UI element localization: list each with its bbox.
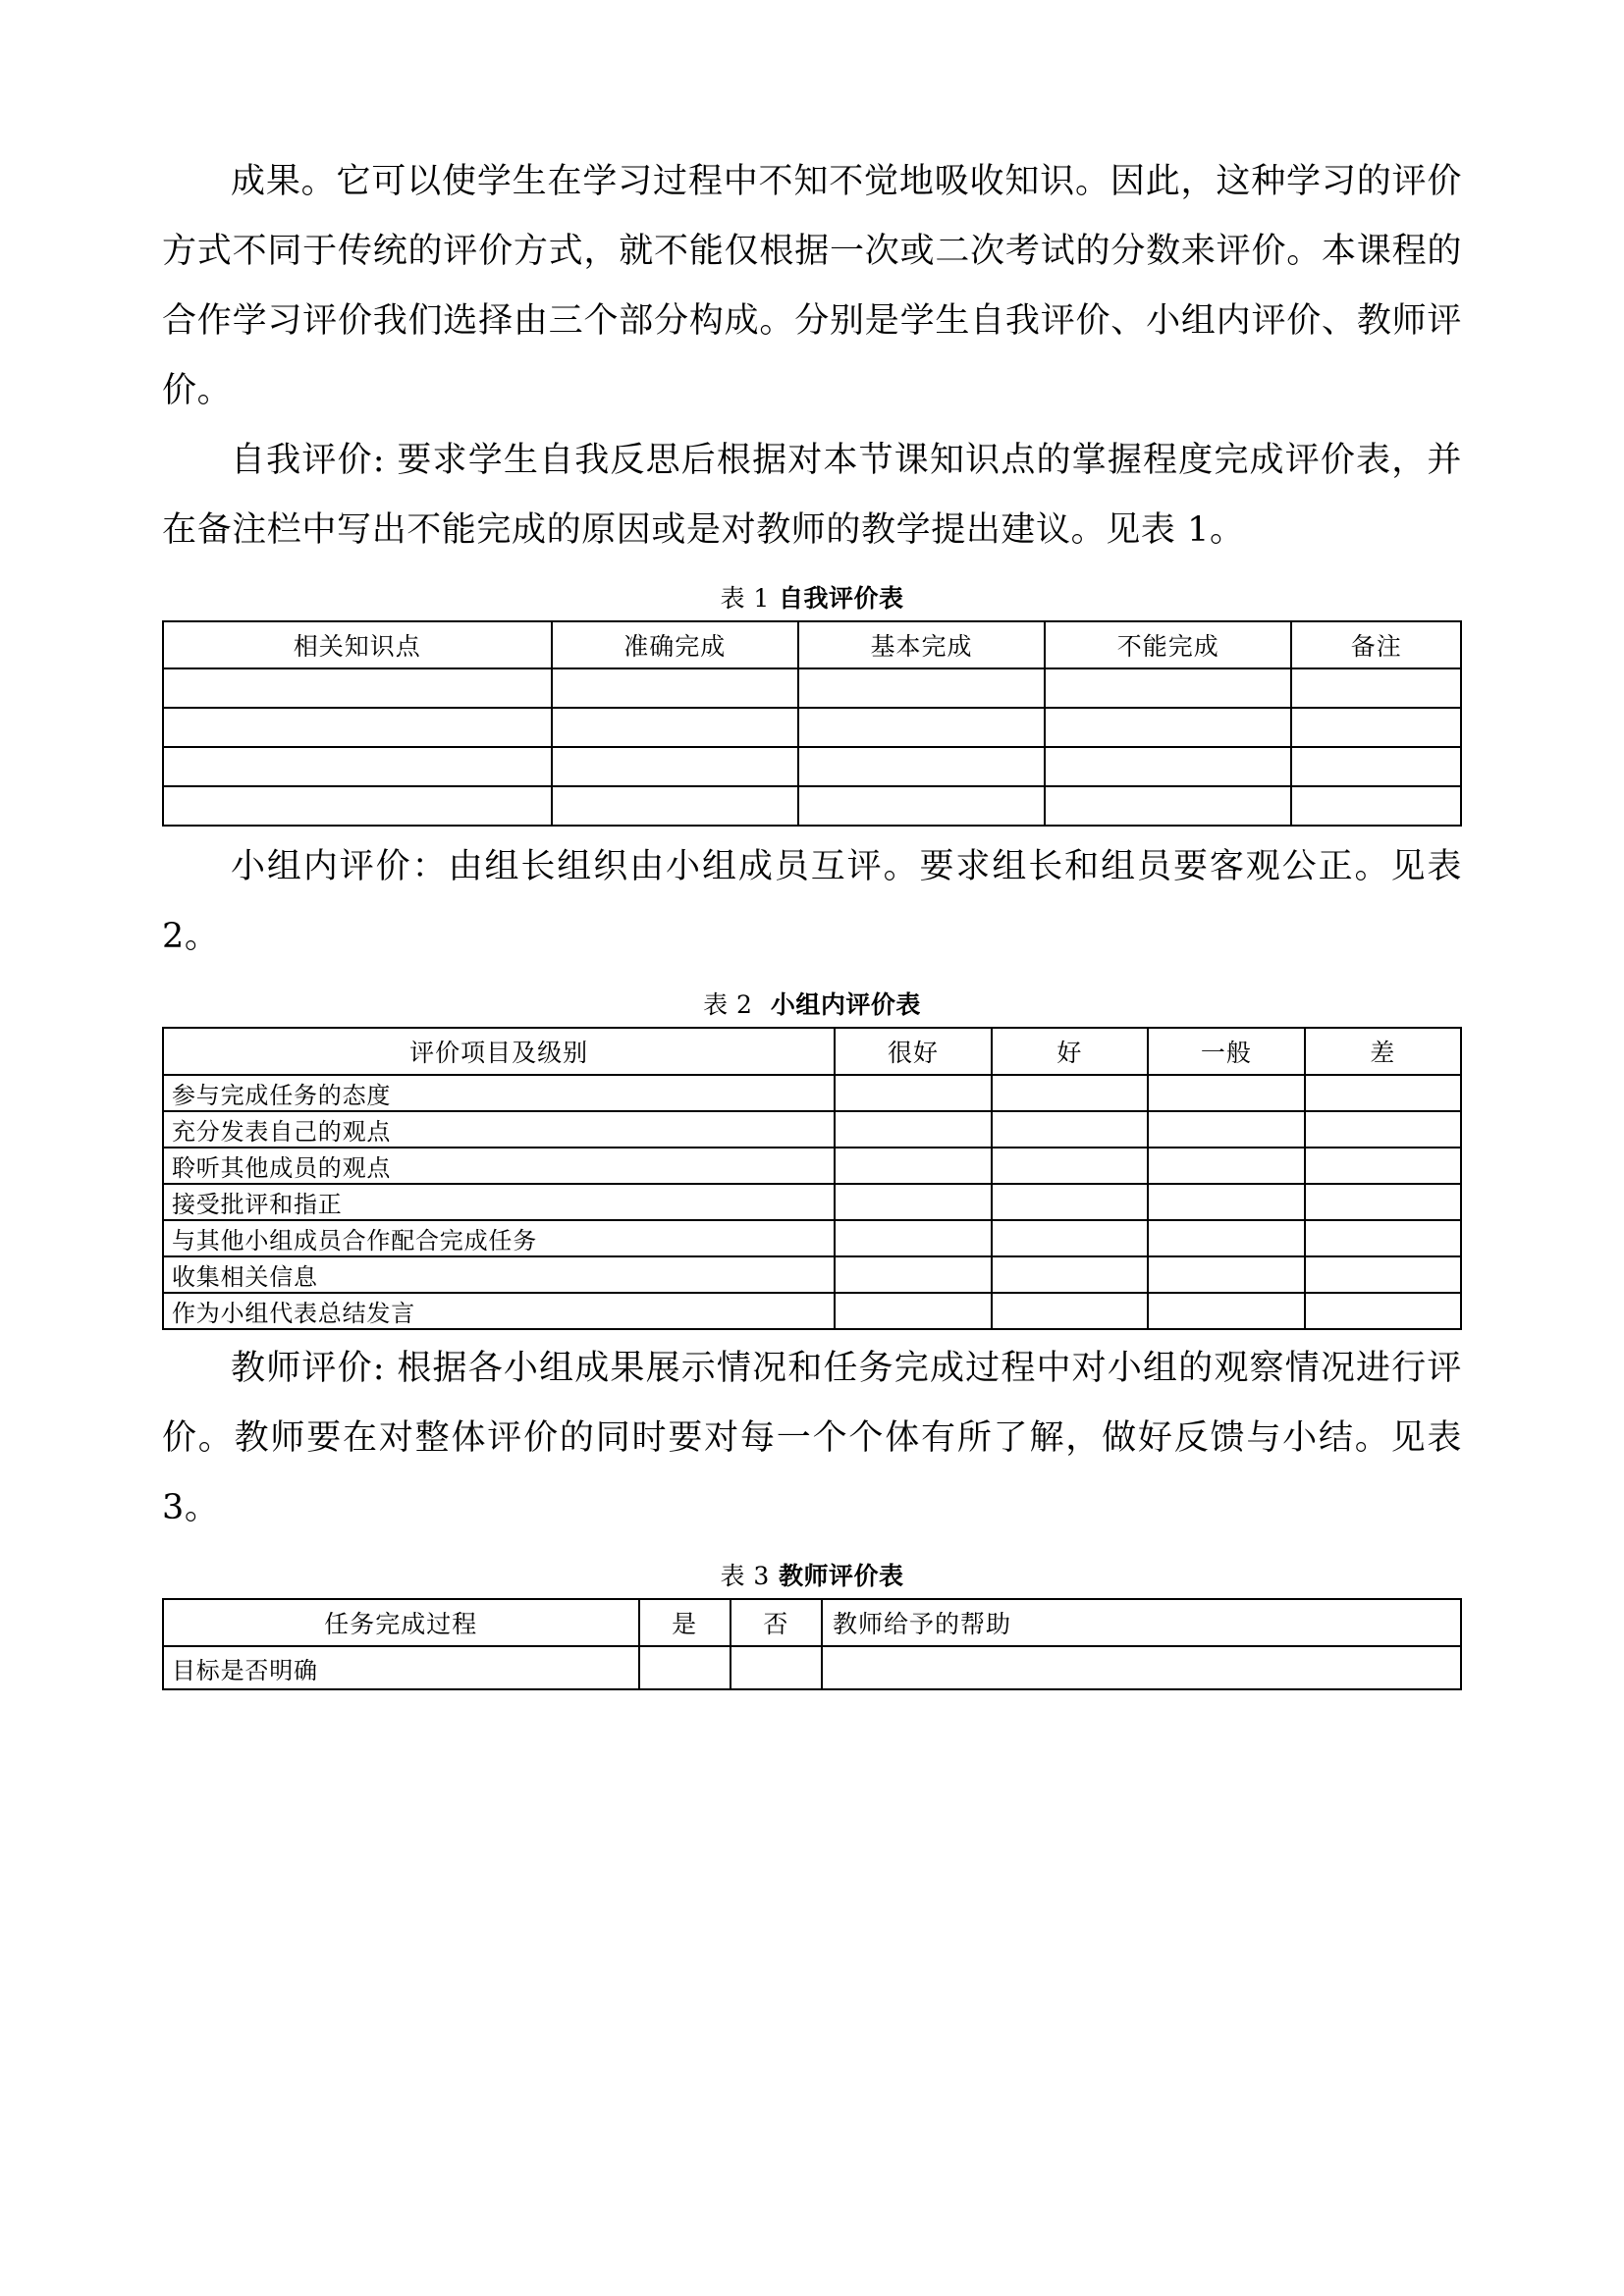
table-1-cell[interactable] <box>163 786 552 826</box>
table-2-cell[interactable] <box>835 1184 991 1220</box>
paragraph-group-evaluation: 小组内评价：由组长组织由小组成员互评。要求组长和组员要客观公正。见表 2。 <box>162 847 1462 956</box>
table-2-header-item: 评价项目及级别 <box>163 1028 835 1075</box>
table-2-cell[interactable] <box>835 1148 991 1184</box>
table-3-header-yes: 是 <box>639 1599 731 1646</box>
table-3-caption <box>162 1557 1462 1592</box>
table-2-cell[interactable] <box>1305 1293 1461 1329</box>
table-2-row-label: 收集相关信息 <box>163 1256 835 1293</box>
table-2-cell[interactable] <box>1148 1220 1304 1256</box>
table-row <box>163 1293 1461 1329</box>
table-3-header-teacher-help: 教师给予的帮助 <box>822 1599 1461 1646</box>
table-2-header-poor: 差 <box>1305 1028 1461 1075</box>
table-1-cell[interactable] <box>163 668 552 708</box>
table-3-row-label: 目标是否明确 <box>163 1646 639 1689</box>
table-row <box>163 1184 1461 1220</box>
table-2-cell[interactable] <box>835 1111 991 1148</box>
table-3-header-process: 任务完成过程 <box>163 1599 639 1646</box>
table-row <box>163 1148 1461 1184</box>
table-1-cell[interactable] <box>1045 747 1291 786</box>
table-2-cell[interactable] <box>992 1293 1148 1329</box>
table-1-cell[interactable] <box>163 708 552 747</box>
table-3-teacher-evaluation <box>162 1598 1462 1690</box>
table-1-cell[interactable] <box>552 747 798 786</box>
table-1-cell[interactable] <box>163 747 552 786</box>
table-2-cell[interactable] <box>1305 1220 1461 1256</box>
table-1-cell[interactable] <box>1291 786 1461 826</box>
table-2-cell[interactable] <box>1148 1075 1304 1111</box>
table-2-caption <box>162 986 1462 1021</box>
table-row <box>163 1646 1461 1689</box>
table-2-cell[interactable] <box>1148 1293 1304 1329</box>
paragraph-intro: 成果。它可以使学生在学习过程中不知不觉地吸收知识。因此，这种学习的评价方式不同于传统的评价方式，就不能仅根据一次或二次考试的分数来评价。本课程的合作学习评价我们选择由三个部分构成。分别是学生自我评价、小组内评价、教师评价。 <box>162 162 1462 410</box>
table-3-cell[interactable] <box>639 1646 731 1689</box>
table-1-cell[interactable] <box>798 747 1045 786</box>
table-2-cell[interactable] <box>1305 1111 1461 1148</box>
table-2-header-very-good: 很好 <box>835 1028 991 1075</box>
table-3-header-no: 否 <box>731 1599 822 1646</box>
table-1-header-accurate: 准确完成 <box>552 621 798 668</box>
table-1-cell[interactable] <box>1291 747 1461 786</box>
table-row <box>163 1111 1461 1148</box>
table-2-header-average: 一般 <box>1148 1028 1304 1075</box>
table-row <box>163 786 1461 826</box>
table-2-caption-number: 表 2 <box>703 990 753 1019</box>
table-2-cell[interactable] <box>1148 1111 1304 1148</box>
table-1-cell[interactable] <box>798 668 1045 708</box>
table-row-header <box>163 1599 1461 1646</box>
table-row <box>163 747 1461 786</box>
table-1-cell[interactable] <box>552 786 798 826</box>
table-2-row-label: 接受批评和指正 <box>163 1184 835 1220</box>
table-2-group-evaluation <box>162 1027 1462 1330</box>
table-1-self-evaluation <box>162 620 1462 827</box>
table-1-cell[interactable] <box>798 708 1045 747</box>
table-1-caption-title: 自我评价表 <box>779 584 904 613</box>
table-row <box>163 708 1461 747</box>
table-2-cell[interactable] <box>1305 1256 1461 1293</box>
table-2-row-label: 充分发表自己的观点 <box>163 1111 835 1148</box>
table-2-cell[interactable] <box>1305 1184 1461 1220</box>
table-3-cell[interactable] <box>731 1646 822 1689</box>
table-2-cell[interactable] <box>835 1220 991 1256</box>
paragraph-teacher-evaluation: 教师评价: 根据各小组成果展示情况和任务完成过程中对小组的观察情况进行评价。教师要在对整体评价的同时要对每一个个体有所了解，做好反馈与小结。见表 3。 <box>162 1349 1462 1527</box>
table-row-header <box>163 621 1461 668</box>
table-1-cell[interactable] <box>798 786 1045 826</box>
table-2-cell[interactable] <box>1305 1148 1461 1184</box>
table-2-caption-title: 小组内评价表 <box>770 990 921 1019</box>
table-2-row-label: 作为小组代表总结发言 <box>163 1293 835 1329</box>
table-2-cell[interactable] <box>1305 1075 1461 1111</box>
table-2-cell[interactable] <box>1148 1184 1304 1220</box>
table-1-cell[interactable] <box>552 668 798 708</box>
table-3-caption-title: 教师评价表 <box>779 1562 904 1590</box>
table-row <box>163 1075 1461 1111</box>
table-1-cell[interactable] <box>1291 668 1461 708</box>
table-2-cell[interactable] <box>1148 1148 1304 1184</box>
table-2-cell[interactable] <box>992 1256 1148 1293</box>
table-1-caption-number: 表 1 <box>720 584 770 613</box>
table-2-header-good: 好 <box>992 1028 1148 1075</box>
table-3-cell[interactable] <box>822 1646 1461 1689</box>
table-1-header-remarks: 备注 <box>1291 621 1461 668</box>
table-1-header-basic: 基本完成 <box>798 621 1045 668</box>
table-1-cell[interactable] <box>552 708 798 747</box>
table-1-cell[interactable] <box>1045 668 1291 708</box>
table-row <box>163 1256 1461 1293</box>
table-2-cell[interactable] <box>1148 1256 1304 1293</box>
table-2-cell[interactable] <box>992 1148 1148 1184</box>
table-3-caption-number: 表 3 <box>720 1562 770 1590</box>
table-2-cell[interactable] <box>835 1075 991 1111</box>
table-1-caption <box>162 579 1462 614</box>
table-1-header-knowledge-point: 相关知识点 <box>163 621 552 668</box>
paragraph-self-evaluation: 自我评价: 要求学生自我反思后根据对本节课知识点的掌握程度完成评价表，并在备注栏中写出不能完成的原因或是对教师的教学提出建议。见表 1。 <box>162 441 1462 550</box>
table-2-cell[interactable] <box>992 1184 1148 1220</box>
table-row <box>163 1220 1461 1256</box>
table-2-cell[interactable] <box>992 1075 1148 1111</box>
table-1-cell[interactable] <box>1291 708 1461 747</box>
table-2-cell[interactable] <box>992 1220 1148 1256</box>
table-1-header-incomplete: 不能完成 <box>1045 621 1291 668</box>
table-2-cell[interactable] <box>992 1111 1148 1148</box>
table-1-cell[interactable] <box>1045 786 1291 826</box>
table-2-cell[interactable] <box>835 1256 991 1293</box>
table-2-row-label: 参与完成任务的态度 <box>163 1075 835 1111</box>
table-2-row-label: 与其他小组成员合作配合完成任务 <box>163 1220 835 1256</box>
table-row-header <box>163 1028 1461 1075</box>
table-2-row-label: 聆听其他成员的观点 <box>163 1148 835 1184</box>
table-1-cell[interactable] <box>1045 708 1291 747</box>
table-2-cell[interactable] <box>835 1293 991 1329</box>
table-row <box>163 668 1461 708</box>
